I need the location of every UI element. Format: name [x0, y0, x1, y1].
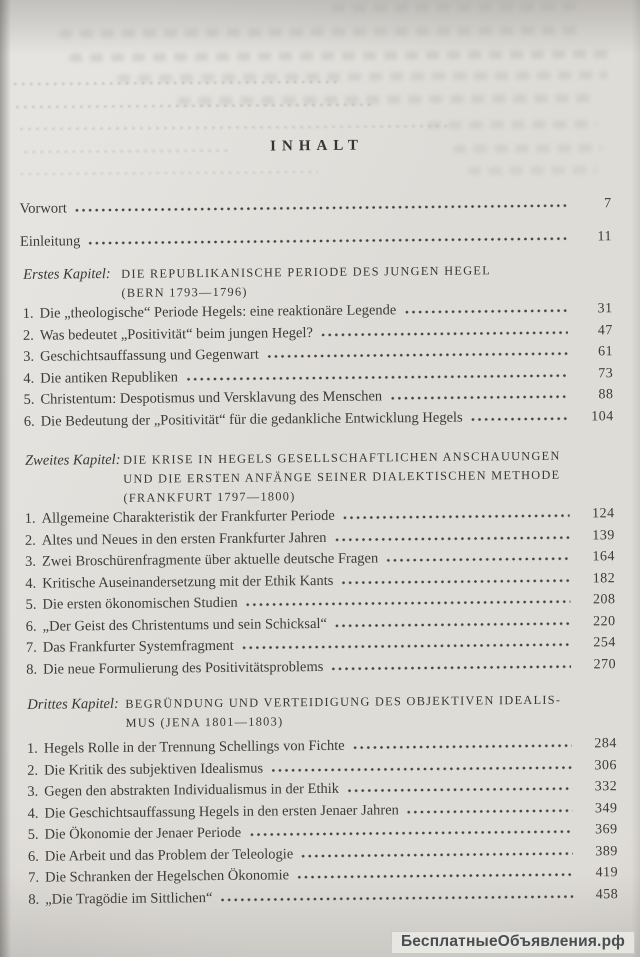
- item-page-number: 419: [595, 865, 619, 881]
- item-number: 1.: [26, 740, 38, 757]
- toc-entry: [24, 884, 618, 911]
- item-title: Kritische Auseinandersetzung mit der Ethik Kants: [42, 572, 334, 592]
- item-page-number: 164: [592, 549, 616, 565]
- chapter-title-lines: [121, 260, 612, 303]
- entry-label: Vorwort: [19, 200, 67, 217]
- dot-leader: [320, 330, 568, 336]
- chapter-title-line: (BERN 1793—1796): [121, 284, 248, 300]
- item-page-number: 61: [597, 344, 614, 360]
- item-title: Die Geschichtsauffassung Hegels in den ersten Jenaer Jahren: [44, 801, 399, 822]
- item-title: Die Schranken der Hegelschen Ökonomie: [44, 867, 290, 886]
- item-title: Gegen den abstrakten Individualismus in der Ethik: [44, 780, 340, 800]
- item-page-number: 220: [593, 613, 616, 629]
- dot-leader: [334, 621, 571, 627]
- item-number: 2.: [27, 762, 39, 779]
- item-number: 4.: [23, 370, 35, 387]
- dot-leader: [266, 352, 568, 359]
- chapter-title-line: DIE KRISE IN HEGELS GESELLSCHAFTLICHEN ANSCHAUUNGEN: [122, 448, 561, 467]
- dot-leader: [352, 744, 572, 750]
- dot-leader: [330, 664, 571, 670]
- dot-leader: [245, 600, 571, 607]
- item-page-number: 73: [598, 365, 614, 381]
- dot-leader: [296, 873, 573, 880]
- chapter-section: [18, 260, 614, 433]
- chapters: [18, 260, 618, 911]
- item-page-number: 124: [592, 506, 615, 522]
- item-title: Hegels Rolle in der Trennung Schellings von Fichte: [43, 737, 345, 757]
- item-title: Zwei Broschürenfragmente über aktuelle deutsche Fragen: [41, 550, 379, 570]
- page-title: INHALT: [270, 137, 365, 155]
- item-number: 7.: [28, 869, 40, 886]
- chapter-items: [19, 298, 614, 433]
- item-number: 3.: [23, 348, 35, 365]
- item-title: Geschichtsauffassung und Gegenwart: [39, 346, 259, 365]
- dot-leader: [346, 787, 572, 793]
- item-number: 5.: [23, 391, 35, 408]
- item-number: 1.: [22, 305, 34, 322]
- dot-leader: [403, 309, 567, 315]
- chapter-label: Zweites Kapitel:: [24, 451, 121, 469]
- watermark-badge: БесплатныеОбъявления.рф: [391, 931, 635, 954]
- chapter-title-line: DIE REPUBLIKANISCHE PERIODE DES JUNGEN HEGEL: [121, 263, 492, 281]
- dot-leader: [342, 514, 570, 520]
- item-title: Die antiken Republiken: [40, 368, 179, 387]
- item-title: Altes und Neues in den ersten Frankfurter Jahren: [41, 529, 327, 549]
- dot-leader: [333, 535, 569, 541]
- item-number: 2.: [24, 532, 36, 549]
- toc-entry: [22, 654, 616, 681]
- item-number: 8.: [28, 891, 40, 908]
- dot-leader: [406, 808, 573, 814]
- item-title: Allgemeine Charakteristik der Frankfurter Periode: [41, 507, 335, 527]
- item-title: „Die Tragödie im Sittlichen“: [45, 889, 213, 908]
- toc-entry: [18, 193, 612, 220]
- chapter-section: [22, 690, 618, 911]
- item-page-number: 458: [595, 886, 619, 902]
- item-number: 4.: [25, 575, 37, 592]
- item-number: 5.: [27, 826, 39, 843]
- dot-leader: [340, 578, 570, 584]
- item-number: 1.: [24, 510, 36, 527]
- item-title: Die „theologische“ Periode Hegels: eine reaktionäre Legende: [39, 302, 397, 322]
- item-title: Was bedeutet „Positivität“ beim jungen Hegel?: [39, 324, 313, 344]
- item-page-number: 47: [597, 322, 613, 338]
- entry-page-number: 7: [604, 196, 612, 212]
- dot-leader: [270, 765, 572, 772]
- entry-page-number: 11: [597, 228, 612, 244]
- dot-leader: [385, 557, 570, 563]
- item-page-number: 254: [593, 635, 616, 651]
- dot-leader: [74, 204, 567, 213]
- item-page-number: 389: [595, 843, 618, 859]
- item-title: Die Bedeutung der „Positivität“ für die gedankliche Entwicklung Hegels: [40, 409, 463, 430]
- entry-label: Einleitung: [19, 232, 81, 250]
- item-page-number: 31: [597, 301, 613, 317]
- dot-leader: [248, 830, 573, 837]
- item-page-number: 306: [594, 757, 618, 773]
- chapter-heading: [25, 446, 615, 509]
- item-page-number: 104: [591, 408, 614, 424]
- chapter-heading: [27, 690, 616, 734]
- chapter-label: Drittes Kapitel:: [27, 695, 119, 713]
- item-number: 2.: [22, 327, 34, 344]
- item-title: Die ersten ökonomischen Studien: [42, 594, 238, 613]
- item-page-number: 182: [592, 570, 616, 586]
- item-number: 4.: [27, 805, 39, 822]
- item-number: 6.: [27, 848, 39, 865]
- dot-leader: [87, 236, 567, 245]
- chapter-items: [23, 733, 619, 911]
- chapter-title-line: UND DIE ERSTEN ANFÄNGE SEINER DIALEKTISCHEN METHODE: [123, 467, 561, 486]
- item-number: 8.: [26, 661, 38, 678]
- front-matter: [18, 193, 612, 253]
- item-title: Das Frankfurter Systemfragment: [42, 637, 234, 656]
- item-number: 7.: [25, 639, 37, 656]
- item-title: Die Ökonomie der Jenaer Periode: [44, 824, 242, 843]
- dot-leader: [241, 643, 571, 650]
- chapter-label: Erstes Kapitel:: [23, 266, 111, 283]
- item-page-number: 284: [594, 736, 617, 752]
- item-page-number: 208: [592, 592, 616, 608]
- toc-entry: [20, 406, 614, 433]
- item-title: Die Kritik des subjektiven Idealismus: [43, 760, 264, 779]
- chapter-title-line: BEGRÜNDUNG UND VERTEIDIGUNG DES OBJEKTIVEN IDEALIS-: [125, 692, 562, 711]
- chapter-heading: [23, 260, 612, 304]
- dot-leader: [219, 894, 573, 901]
- dot-leader: [185, 373, 568, 381]
- chapter-title-line: (FRANKFURT 1797—1800): [123, 489, 296, 505]
- item-title: Die neue Formulierung des Positivitätsproblems: [42, 658, 324, 678]
- item-number: 6.: [23, 413, 35, 430]
- item-page-number: 270: [593, 656, 617, 672]
- item-title: Die Arbeit und das Problem der Teleologie: [44, 845, 294, 865]
- chapter-title-lines: [123, 446, 615, 508]
- chapter-section: [20, 446, 616, 681]
- item-number: 5.: [25, 596, 37, 613]
- item-page-number: 139: [592, 527, 615, 543]
- dot-leader: [389, 395, 568, 401]
- chapter-title-line: MUS (JENA 1801—1803): [125, 714, 284, 730]
- chapter-items: [21, 503, 617, 681]
- chapter-title-lines: [125, 690, 616, 733]
- item-page-number: 88: [598, 387, 614, 403]
- toc-entry: [18, 226, 612, 253]
- item-page-number: 369: [595, 822, 618, 838]
- item-number: 6.: [25, 618, 37, 635]
- item-title: „Der Geist des Christentums und sein Schicksal“: [42, 615, 328, 635]
- item-page-number: 349: [594, 800, 618, 816]
- item-number: 3.: [27, 783, 39, 800]
- dot-leader: [470, 416, 569, 421]
- item-number: 3.: [25, 553, 37, 570]
- item-title: Christentum: Despotismus und Versklavung des Menschen: [40, 388, 383, 408]
- item-page-number: 332: [594, 779, 618, 795]
- dot-leader: [300, 851, 573, 858]
